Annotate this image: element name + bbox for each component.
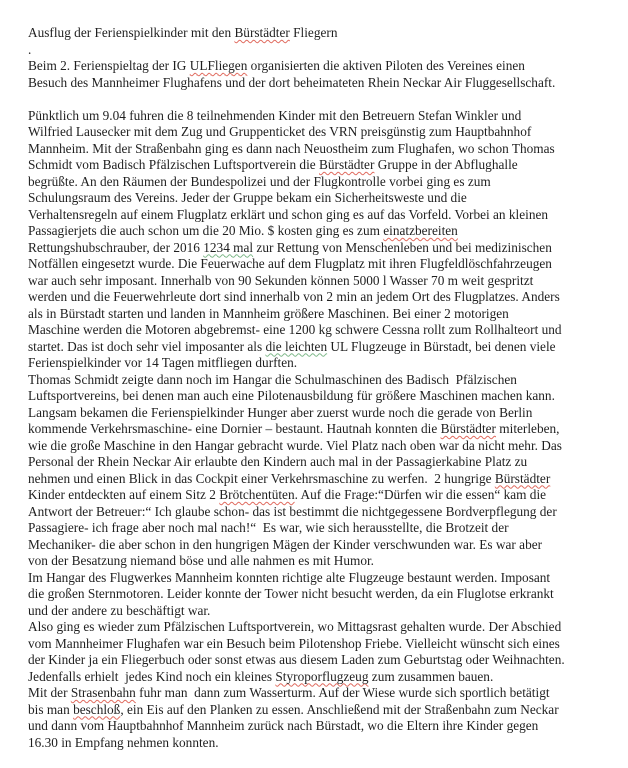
spellcheck-error-text: Bürstädter: [494, 470, 551, 486]
text-line: [28, 256, 610, 273]
text-line: [28, 58, 610, 75]
text-run: kommende Verkehrsmaschine- eine Dornier – bestaunt. Hautnah konnten die: [28, 421, 441, 436]
text-line: [28, 190, 610, 207]
text-run: Gruppe in der Abflughalle: [374, 157, 518, 172]
text-line: [28, 438, 610, 455]
text-run: startet. Das ist doch sehr viel imposanter als: [28, 338, 266, 354]
text-run: Ferienspielkinder vor 14 Tagen mitfliegen durften.: [28, 355, 298, 370]
text-line: [28, 669, 610, 686]
spellcheck-error-text: Bürstädter: [440, 421, 496, 436]
spellcheck-error-text: Bürstädter: [234, 25, 290, 40]
text-run: Wilfried Lausecker mit dem Zug und Gruppenticket des VRN preisgünstig zum Hauptbahnhof: [28, 124, 532, 139]
spellcheck-error-text: beschloß: [73, 701, 121, 717]
text-run: Schulungsraum des Vereins. Jeder der Gruppe bekam ein Sicherheitsweste und die: [28, 190, 467, 205]
text-run: als in Bürstadt starten und landen in Mannheim größere Maschinen. Bei einer 2 motorigen: [28, 305, 509, 321]
text-run: zum zusammen bauen.: [368, 668, 494, 684]
text-run: Pünktlich um 9.04 fuhren die 8 teilnehmenden Kinder mit den Betreuern Stefan Winkler und: [28, 107, 522, 123]
text-run: Passagiere- ich frage aber noch mal nach!“ Es war, wie sich herausstellte, die Brotzeit der: [28, 520, 509, 535]
text-line: [28, 339, 610, 356]
text-line: [28, 405, 610, 422]
text-run: Notfällen eingesetzt wurde. Die Feuerwache auf dem Flugplatz mit ihren Flugfeldlöschfahrzeugen: [28, 256, 552, 271]
text-line: [28, 306, 610, 323]
text-run: Luftsportvereins, bei denen man auch eine Pilotenausbildung für größere Maschinen machen kann.: [28, 388, 555, 403]
text-run: Im Hangar des Flugwerkes Mannheim konnten richtige alte Flugzeuge bestaunt werden. Imposant: [28, 569, 551, 585]
text-line: [28, 42, 610, 59]
text-run: , ein Eis auf den Planken zu essen. Anschließend mit der Straßenbahn zum Neckar: [120, 701, 559, 717]
text-run: .: [28, 41, 32, 57]
text-line: [28, 157, 610, 174]
text-line: [28, 718, 610, 735]
text-line: [28, 504, 610, 521]
blank-line: [28, 91, 610, 108]
text-run: Mannheim. Mit der Straßenbahn ging es dann nach Neuostheim zum Flughafen, wo schon Thomas: [28, 140, 555, 156]
text-line: [28, 537, 610, 554]
text-run: . Auf die Frage:“Dürfen wir die essen“ kam die: [294, 487, 547, 502]
text-run: Also ging es wieder zum Pfälzischen Luftsportverein, wo Mittagsrast gehalten wurde. Der Abschied: [28, 619, 562, 634]
text-run: die großen Sternmotoren. Leider konnte der Tower nicht besucht werden, da ein Fluglotse erkrankt: [28, 586, 554, 601]
text-run: von der Besatzung niemand böse und alle nahmen es mit Humor.: [28, 553, 375, 568]
text-line: [28, 240, 610, 257]
text-run: Besuch des Mannheimer Flughafens und der dort beheimateten Rhein Neckar Air Fluggesellschaft.: [28, 74, 556, 90]
text-run: begrüßte. An den Räumen der Bundespolizei und der Flugkontrolle vorbei ging es zum: [28, 173, 491, 189]
text-line: [28, 124, 610, 141]
text-run: Mechaniker- die aber schon in den hungrigen Mägen der Kinder verschwunden war. Es war aber: [28, 536, 543, 552]
text-run: organisierten die aktiven Piloten des Vereines einen: [247, 58, 525, 73]
text-line: [28, 355, 610, 372]
text-line: [28, 372, 610, 389]
text-run: miterleben,: [495, 421, 560, 436]
text-line: [28, 273, 610, 290]
text-run: Personal der Rhein Neckar Air erlaubte den Kindern auch mal in der Passagierkabine Platz zu: [28, 454, 528, 469]
text-run: und dann vom Hauptbahnhof Mannheim zurück nach Bürstadt, wo die Eltern ihre Kinder gegen: [28, 718, 539, 733]
text-line: [28, 174, 610, 191]
text-line: [28, 636, 610, 653]
text-run: Ausflug der Ferienspielkinder mit den: [28, 25, 235, 40]
text-line: [28, 207, 610, 224]
text-line: [28, 735, 610, 752]
text-line: [28, 603, 610, 620]
text-line: [28, 322, 610, 339]
text-line: [28, 702, 610, 719]
text-run: zur Rettung von Menschenleben und bei medizinischen: [253, 239, 552, 255]
text-run: Kinder entdeckten auf einem Sitz 2: [28, 487, 220, 502]
text-line: [28, 141, 610, 158]
spellcheck-error-text: Bürstädter: [319, 157, 375, 172]
grammar-error-text: die leichten: [265, 338, 328, 354]
text-line: [28, 487, 610, 504]
text-run: Mit der: [28, 685, 71, 700]
text-run: Passagierjets die auch schon um die 20 Mio. $ kosten ging es zum: [28, 223, 384, 238]
text-run: UL Flugzeuge in Bürstadt, bei denen viele: [327, 338, 556, 354]
text-line: [28, 570, 610, 587]
text-run: Maschine werden die Motoren abgebremst- eine 1200 kg schwere Cessna rollt zum Rollhalteort und: [28, 322, 562, 337]
text-run: nehmen und einen Blick in das Cockpit einer Verkehrsmaschine zu werfen. 2 hungrige: [28, 470, 495, 486]
text-line: [28, 75, 610, 92]
text-line: [28, 520, 610, 537]
text-run: Schmidt vom Badisch Pfälzischen Luftsportverein die: [28, 157, 319, 172]
text-line: [28, 289, 610, 306]
text-run: Beim 2. Ferienspieltag der IG: [28, 58, 190, 73]
text-run: Langsam bekamen die Ferienspielkinder Hunger aber zuerst wurde noch die gerade von Berlin: [28, 404, 533, 420]
text-run: 16.30 in Empfang nehmen konnten.: [28, 734, 219, 750]
text-run: Fliegern: [289, 25, 338, 40]
text-line: [28, 553, 610, 570]
text-run: werden und die Feuerwehrleute dort sind innerhalb von 2 min an jedem Ort des Flugplatzes. Anders: [28, 289, 560, 304]
text-line: [28, 586, 610, 603]
text-run: Jedenfalls erhielt jedes Kind noch ein kleines: [28, 668, 276, 684]
text-line: [28, 685, 610, 702]
text-run: der Kinder ja ein Fliegerbuch oder sonst etwas aus diesem Laden zum Geburtstag oder Weihnachten.: [28, 652, 565, 667]
text-run: war auch sehr imposant. Innerhalb von 90 Sekunden können 5000 l Wasser 70 m weit gespritzt: [28, 272, 534, 288]
spellcheck-error-text: Strasenbahn: [70, 685, 136, 700]
spellcheck-error-text: Styroporflugzeug: [275, 668, 369, 684]
text-line: [28, 108, 610, 125]
text-run: Antwort der Betreuer:“ Ich glaube schon- das ist bestimmt die nichtgegessene Bordverpflegung der: [28, 503, 557, 519]
text-run: Rettungshubschrauber, der 2016: [28, 239, 204, 255]
text-line: [28, 454, 610, 471]
text-run: wie die große Maschine in den Hangar gebracht wurde. Viel Platz nach oben war da nicht mehr. Das: [28, 437, 562, 453]
document-body: [28, 25, 610, 751]
text-line: [28, 421, 610, 438]
document-title-line: [28, 25, 610, 42]
text-line: [28, 652, 610, 669]
text-run: vom Mannheimer Flughafen war ein Besuch beim Pilotenshop Friebe. Vielleicht wünscht sich eines: [28, 635, 560, 651]
text-run: Thomas Schmidt zeigte dann noch im Hangar die Schulmaschinen des Badisch Pfälzischen: [28, 371, 517, 387]
text-line: [28, 388, 610, 405]
text-run: bis man: [28, 701, 74, 717]
text-run: fuhr man dann zum Wasserturm. Auf der Wiese wurde sich sportlich betätigt: [135, 685, 550, 700]
spellcheck-error-text: ULFliegen: [189, 58, 248, 73]
text-run: Verhaltensregeln auf einem Flugplatz erklärt und schon ging es auf das Vorfeld. Vorbei an kleinen: [28, 206, 549, 222]
grammar-error-text: 1234 mal: [203, 239, 254, 255]
text-line: [28, 471, 610, 488]
spellcheck-error-text: einatzbereiten: [383, 223, 458, 238]
text-line: [28, 619, 610, 636]
text-run: und der andere zu beschäftigt war.: [28, 602, 211, 618]
spellcheck-error-text: Brötchentüten: [219, 487, 295, 502]
text-line: [28, 223, 610, 240]
